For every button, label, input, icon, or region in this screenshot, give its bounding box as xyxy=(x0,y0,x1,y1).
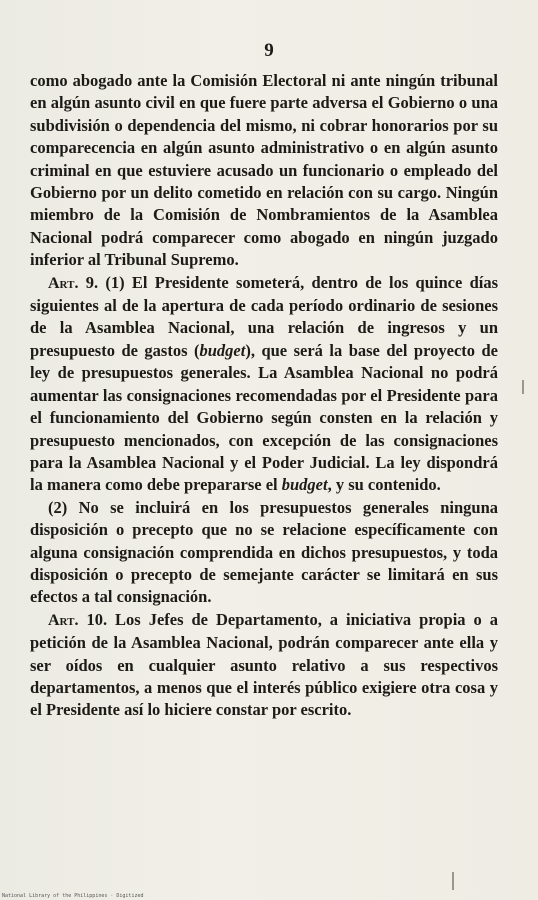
budget-term: budget xyxy=(199,340,246,360)
scan-edge-mark xyxy=(452,872,454,890)
article-label: Art. xyxy=(48,274,79,292)
article-number: 9. xyxy=(85,272,99,292)
article-10-paragraph xyxy=(30,609,498,722)
article-9-paragraph-1 xyxy=(30,272,498,497)
footer-watermark: National Library of the Philippines · Digitized xyxy=(2,893,144,899)
article-number: 10. xyxy=(86,609,108,629)
article-9-text-b: ), que será la base del proyecto de ley de presupuestos generales. La Asamblea Nacional no podrá aumentar las consignaciones recomendadas por el Presidente para el funcionamiento del Gobierno según consten en la relación y presupuesto mencionados, con excepción de las consignaciones para la Asamblea Nacional y el Poder Judicial. La ley dispondrá la manera como debe prepararse el xyxy=(30,340,498,495)
article-9-text-a: (1) El Presidente someterá, dentro de los quince días siguientes al de la apertura de cada período ordinario de sesiones de la Asamblea Nacional, una relación de ingresos y un presupuesto de gastos ( xyxy=(30,272,498,360)
budget-term: budget xyxy=(281,475,328,495)
article-10-text: Los Jefes de Departamento, a iniciativa propia o a petición de la Asamblea Nacional, podrán comparecer ante ella y ser oídos en cualquier asunto relativo a sus respectivos departamentos, a menos que el interés público exigiere otra cosa y el Presidente así lo hiciere constar por escrito. xyxy=(30,609,499,720)
article-label: Art. xyxy=(48,611,79,629)
body-text xyxy=(30,70,498,722)
article-9-paragraph-2: (2) No se incluirá en los presupuestos generales ninguna disposición o precepto que no se relacione específicamente con alguna consignación comprendida en dichos presupuestos, y toda disposición o precepto de semejante carácter se limitará en sus efectos a tal consignación. xyxy=(30,497,498,607)
paragraph-continuation: como abogado ante la Comisión Electoral ni ante ningún tribunal en algún asunto civil en que fuere parte adversa el Gobierno o una subdivisión o dependencia del mismo, ni cobrar honorarios por su comparecencia en algún asunto administrativo o en algún asunto criminal en que estuviere acusado un funcionario o empleado del Gobierno por un delito cometido en relación con su cargo. Ningún miembro de la Comisión de Nombramientos de la Asamblea Nacional podrá comparecer como abogado en ningún juzgado inferior al Tribunal Supremo. xyxy=(30,71,498,270)
article-9-text-c: , y su contenido. xyxy=(327,475,441,495)
scan-edge-mark xyxy=(522,380,524,394)
page-number: 9 xyxy=(264,40,274,61)
